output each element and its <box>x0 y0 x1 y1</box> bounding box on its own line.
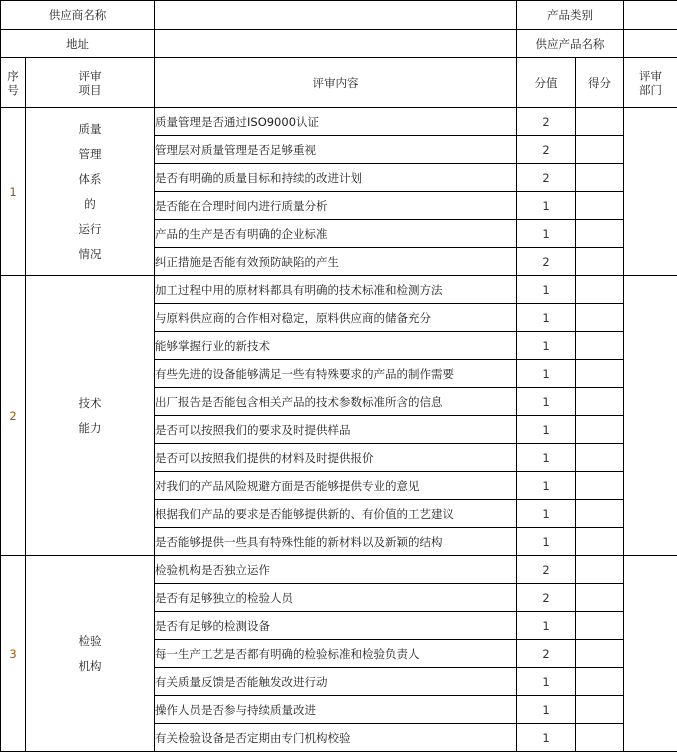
score-value: 1 <box>517 192 576 220</box>
score-value: 1 <box>517 388 576 416</box>
col-index-header <box>1 58 26 108</box>
earned-score-cell[interactable] <box>576 640 624 668</box>
criterion-text: 根据我们产品的要求是否能够提供新的、有价值的工艺建议 <box>155 500 517 528</box>
section-name-line: 技术 <box>78 395 102 410</box>
supplier-product-label: 供应产品名称 <box>517 30 624 58</box>
supplier-product-field[interactable] <box>624 30 677 58</box>
criterion-text: 检验机构是否独立运作 <box>155 556 517 584</box>
section-index: 2 <box>1 276 26 556</box>
earned-score-cell[interactable] <box>576 696 624 724</box>
criterion-text: 是否有明确的质量目标和持续的改进计划 <box>155 164 517 192</box>
earned-score-cell[interactable] <box>576 612 624 640</box>
address-field[interactable] <box>155 30 517 58</box>
earned-score-cell[interactable] <box>576 164 624 192</box>
section-index: 1 <box>1 108 26 276</box>
earned-score-cell[interactable] <box>576 220 624 248</box>
col-dept-header <box>624 58 677 108</box>
col-item-line1: 评审 <box>78 68 102 83</box>
reviewer-dept-cell[interactable] <box>624 556 677 752</box>
criterion-text: 有关质量反馈是否能触发改进行动 <box>155 668 517 696</box>
criterion-text: 纠正措施是否能有效预防缺陷的产生 <box>155 248 517 276</box>
col-content-header: 评审内容 <box>155 58 517 108</box>
score-value: 1 <box>517 696 576 724</box>
section-name <box>26 108 155 276</box>
product-category-label: 产品类别 <box>517 1 624 30</box>
earned-score-cell[interactable] <box>576 724 624 752</box>
reviewer-dept-cell[interactable] <box>624 108 677 276</box>
section-name <box>26 556 155 752</box>
earned-score-cell[interactable] <box>576 332 624 360</box>
earned-score-cell[interactable] <box>576 500 624 528</box>
criterion-text: 有些先进的设备能够满足一些有特殊要求的产品的制作需要 <box>155 360 517 388</box>
section-name-line: 检验 <box>78 633 102 648</box>
criterion-text: 操作人员是否参与持续质量改进 <box>155 696 517 724</box>
section-name-line: 情况 <box>78 246 102 261</box>
score-value: 1 <box>517 724 576 752</box>
address-label: 地址 <box>1 30 155 58</box>
criterion-text: 是否可以按照我们的要求及时提供样品 <box>155 416 517 444</box>
earned-score-cell[interactable] <box>576 360 624 388</box>
score-value: 1 <box>517 304 576 332</box>
criterion-text: 对我们的产品风险规避方面是否能够提供专业的意见 <box>155 472 517 500</box>
col-dept-line2: 部门 <box>639 82 662 97</box>
section-name-line: 机构 <box>78 658 102 673</box>
earned-score-cell[interactable] <box>576 556 624 584</box>
col-item-header <box>26 58 155 108</box>
earned-score-cell[interactable] <box>576 416 624 444</box>
criterion-text: 管理层对质量管理是否足够重视 <box>155 136 517 164</box>
section-name <box>26 276 155 556</box>
score-value: 2 <box>517 108 576 136</box>
col-dept-line1: 评审 <box>639 68 662 83</box>
section-name-line: 的 <box>84 196 96 211</box>
col-item-line2: 项目 <box>78 82 102 97</box>
earned-score-cell[interactable] <box>576 472 624 500</box>
criterion-text: 每一生产工艺是否都有明确的检验标准和检验负责人 <box>155 640 517 668</box>
col-index-line1: 序 <box>7 68 19 83</box>
criterion-text: 与原料供应商的合作相对稳定，原料供应商的储备充分 <box>155 304 517 332</box>
score-value: 2 <box>517 164 576 192</box>
earned-score-cell[interactable] <box>576 108 624 136</box>
earned-score-cell[interactable] <box>576 584 624 612</box>
earned-score-cell[interactable] <box>576 304 624 332</box>
score-value: 1 <box>517 276 576 304</box>
score-value: 1 <box>517 528 576 556</box>
header-row-address <box>1 30 677 58</box>
earned-score-cell[interactable] <box>576 192 624 220</box>
score-value: 1 <box>517 416 576 444</box>
earned-score-cell[interactable] <box>576 136 624 164</box>
score-value: 1 <box>517 612 576 640</box>
score-value: 1 <box>517 668 576 696</box>
score-value: 1 <box>517 220 576 248</box>
criterion-text: 是否有足够的检测设备 <box>155 612 517 640</box>
section-name-line: 管理 <box>78 146 102 161</box>
section-name-line: 体系 <box>78 171 102 186</box>
supplier-name-label: 供应商名称 <box>1 1 155 30</box>
supplier-name-field[interactable] <box>155 1 517 30</box>
col-index-line2: 号 <box>7 82 19 97</box>
section-name-line: 能力 <box>78 420 102 435</box>
score-value: 1 <box>517 444 576 472</box>
earned-score-cell[interactable] <box>576 528 624 556</box>
criterion-text: 是否可以按照我们提供的材料及时提供报价 <box>155 444 517 472</box>
earned-score-cell[interactable] <box>576 444 624 472</box>
product-category-field[interactable] <box>624 1 677 30</box>
column-header-row <box>1 58 677 108</box>
criterion-text: 有关检验设备是否定期由专门机构校验 <box>155 724 517 752</box>
score-value: 1 <box>517 500 576 528</box>
criterion-text: 质量管理是否通过ISO9000认证 <box>155 108 517 136</box>
score-value: 2 <box>517 640 576 668</box>
score-value: 2 <box>517 136 576 164</box>
score-value: 1 <box>517 472 576 500</box>
col-score-header: 分值 <box>517 58 576 108</box>
evaluation-row <box>1 556 677 584</box>
score-value: 2 <box>517 584 576 612</box>
score-value: 1 <box>517 332 576 360</box>
section-name-line: 质量 <box>78 121 102 136</box>
score-value: 1 <box>517 360 576 388</box>
score-value: 2 <box>517 248 576 276</box>
criterion-text: 是否能够提供一些具有特殊性能的新材料以及新颖的结构 <box>155 528 517 556</box>
reviewer-dept-cell[interactable] <box>624 276 677 556</box>
earned-score-cell[interactable] <box>576 276 624 304</box>
criterion-text: 出厂报告是否能包含相关产品的技术参数标准所含的信息 <box>155 388 517 416</box>
earned-score-cell[interactable] <box>576 248 624 276</box>
score-value: 2 <box>517 556 576 584</box>
earned-score-cell[interactable] <box>576 668 624 696</box>
evaluation-row <box>1 108 677 136</box>
earned-score-cell[interactable] <box>576 388 624 416</box>
evaluation-row <box>1 276 677 304</box>
criterion-text: 加工过程中用的原材料都具有明确的技术标准和检测方法 <box>155 276 517 304</box>
criterion-text: 能够掌握行业的新技术 <box>155 332 517 360</box>
criterion-text: 是否能在合理时间内进行质量分析 <box>155 192 517 220</box>
section-index: 3 <box>1 556 26 752</box>
section-name-line: 运行 <box>78 221 102 236</box>
header-row-supplier <box>1 1 677 30</box>
criterion-text: 产品的生产是否有明确的企业标准 <box>155 220 517 248</box>
criterion-text: 是否有足够独立的检验人员 <box>155 584 517 612</box>
col-got-header: 得分 <box>576 58 624 108</box>
